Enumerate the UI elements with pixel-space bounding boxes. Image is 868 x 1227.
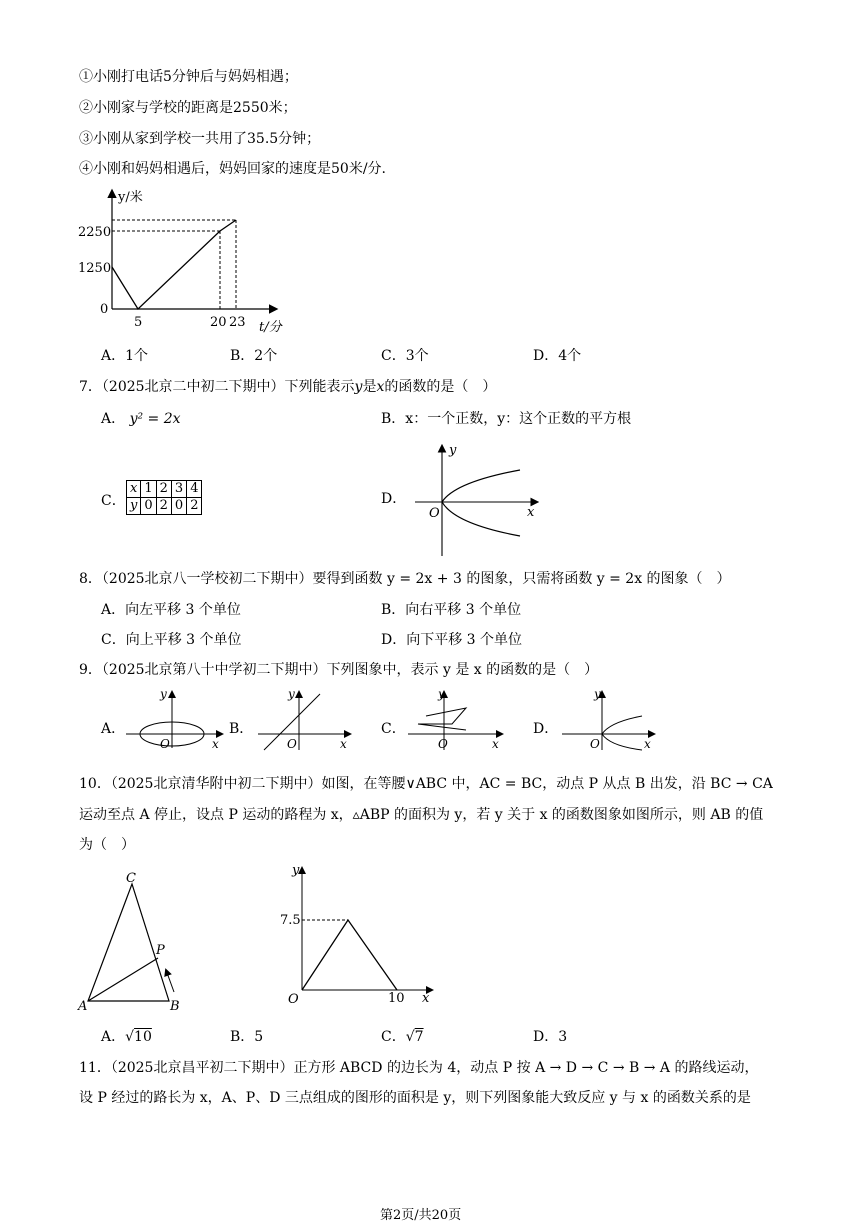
q10-triangle-figure (74, 868, 194, 1016)
q10-line-1: 10．（2025北京清华附中初二下期中）如图，在等腰∨ABC 中，AC = BC，动点 P 从点 B 出发，沿 BC → CA (79, 776, 773, 792)
svg-text:C: C (126, 871, 136, 886)
q10-area-graph (280, 862, 440, 1007)
q8-option-a: A．向左平移 3 个单位 (101, 602, 241, 618)
svg-text:O: O (438, 737, 448, 751)
q9-option-c-graph (404, 686, 506, 752)
table-row: y 0 2 0 2 (127, 498, 202, 515)
q9-option-d-label: D． (533, 721, 559, 737)
svg-text:x: x (492, 737, 499, 751)
q10-line-2: 运动至点 A 停止，设点 P 运动的路程为 x，▵ABP 的面积为 y，若 y 关于 x 的函数图象如图所示，则 AB 的值 (79, 807, 764, 823)
svg-text:B: B (170, 999, 180, 1014)
q6-x-label: t/分 (259, 320, 282, 335)
svg-text:x: x (527, 505, 535, 520)
svg-text:O: O (590, 737, 600, 751)
q6-statement-2: ②小刚家与学校的距离是2550米； (79, 100, 297, 116)
svg-text:O: O (429, 506, 440, 521)
q6-option-c: C．3个 (381, 348, 429, 364)
q6-xtick-20: 20 (210, 315, 227, 330)
table-row: x 1 2 3 4 (127, 481, 202, 498)
q11-line-1: 11．（2025北京昌平初二下期中）正方形 ABCD 的边长为 4，动点 P 按 A → D → C → B → A 的路线运动， (79, 1060, 759, 1076)
q8-option-d: D．向下平移 3 个单位 (381, 632, 523, 648)
q7-option-b: B．x：一个正数，y：这个正数的平方根 (381, 411, 632, 427)
svg-text:O: O (288, 992, 299, 1007)
svg-text:y: y (594, 687, 601, 701)
q6-graph-line (112, 220, 236, 309)
q10-line-3: 为（ ） (79, 837, 135, 853)
q7-value-table (126, 480, 202, 515)
q6-option-d: D．4个 (533, 348, 582, 364)
svg-text:P: P (156, 943, 165, 958)
q6-distance-time-graph (78, 185, 288, 335)
q10-option-b: B．5 (230, 1029, 264, 1045)
q10-option-d: D．3 (533, 1029, 568, 1045)
q9-option-d-graph (558, 686, 658, 752)
svg-text:y: y (449, 443, 457, 458)
q6-statement-4: ④小刚和妈妈相遇后，妈妈回家的速度是50米/分. (79, 161, 386, 177)
q9-option-c-label: C． (381, 721, 406, 737)
svg-text:x: x (422, 991, 430, 1006)
svg-text:A: A (78, 999, 88, 1014)
svg-text:y: y (438, 687, 445, 701)
q7-option-d-graph (405, 440, 555, 560)
q11-line-2: 设 P 经过的路长为 x，A、P、D 三点组成的图形的面积是 y，则下列图象能大致反应 y 与 x 的函数关系的是 (79, 1090, 751, 1106)
q6-ytick-1250: 1250 (78, 261, 112, 276)
q6-option-a: A．1个 (101, 348, 149, 364)
q9-option-a-graph (122, 686, 228, 752)
q6-statement-1: ①小刚打电话5分钟后与妈妈相遇； (79, 69, 298, 85)
q9-stem: 9．（2025北京第八十中学初二下期中）下列图象中，表示 y 是 x 的函数的是（ ） (79, 662, 599, 678)
svg-text:y: y (288, 687, 295, 701)
svg-text:O: O (160, 737, 170, 751)
page-footer: 第2页/共20页 (380, 1208, 462, 1223)
q8-option-b: B．向右平移 3 个单位 (381, 602, 522, 618)
svg-text:O: O (287, 737, 297, 751)
q7-stem: 7．（2025北京二中初二下期中）下列能表示y是x的函数的是（ ） (79, 379, 497, 395)
q8-stem: 8．（2025北京八一学校初二下期中）要得到函数 y = 2x + 3 的图象，只需将函数 y = 2x 的图象（ ） (79, 571, 731, 587)
svg-text:y: y (292, 863, 300, 878)
svg-text:x: x (340, 737, 347, 751)
q6-y-label: y/米 (118, 190, 143, 205)
svg-text:x: x (644, 737, 651, 751)
svg-text:y: y (160, 687, 167, 701)
q7-option-a: A． y² = 2x (101, 411, 181, 427)
q9-option-b-graph (254, 686, 354, 752)
q7-option-c-label: C． (101, 493, 126, 509)
svg-text:10: 10 (388, 991, 405, 1006)
q9-option-a-label: A． (101, 721, 126, 737)
svg-text:x: x (212, 737, 219, 751)
q6-xtick-5: 5 (134, 315, 143, 330)
q7-option-d-label: D． (381, 491, 407, 507)
q6-ytick-2250: 2250 (78, 225, 112, 240)
q6-option-b: B．2个 (230, 348, 278, 364)
q10-option-a: A．√10 (101, 1029, 152, 1045)
q6-ytick-0: 0 (100, 302, 109, 317)
q6-xtick-23: 23 (229, 315, 246, 330)
q9-option-b-label: B． (229, 721, 254, 737)
q6-statement-3: ③小刚从家到学校一共用了35.5分钟； (79, 131, 321, 147)
q8-option-c: C．向上平移 3 个单位 (101, 632, 242, 648)
q10-option-c: C．√7 (381, 1029, 424, 1045)
svg-text:7.5: 7.5 (280, 913, 301, 928)
